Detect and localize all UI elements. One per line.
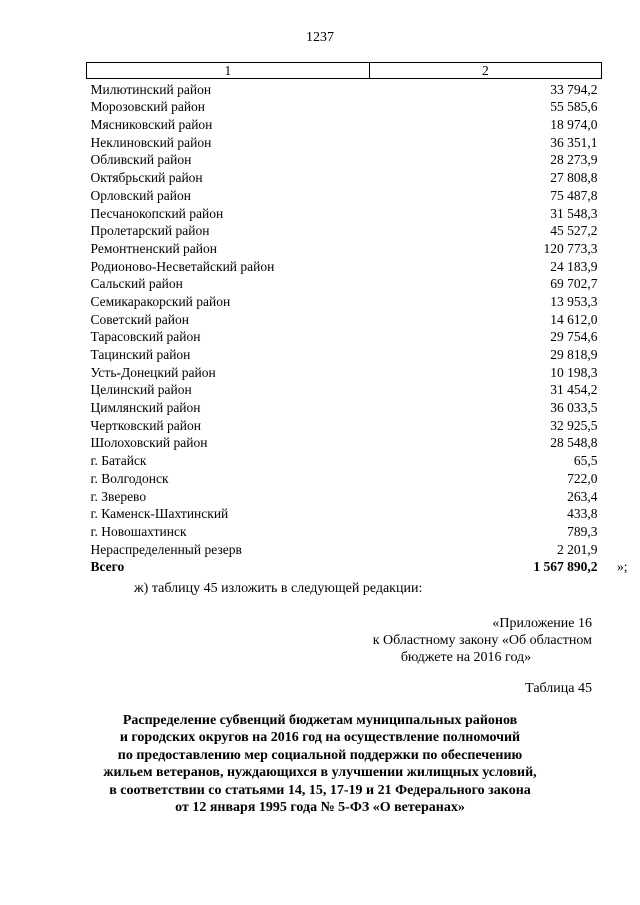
row-value: 2 201,9 (557, 541, 598, 557)
row-value: 24 183,9 (550, 258, 598, 274)
row-value: 36 033,5 (550, 400, 598, 416)
row-name: Пролетарский район (90, 223, 210, 239)
row-name: Обливский район (90, 152, 192, 168)
table-row (87, 468, 602, 486)
row-value: 28 548,8 (550, 435, 598, 451)
heading-line: и городских округов на 2016 год на осуществление полномочий (119, 730, 521, 746)
table-row (87, 256, 602, 274)
row-name: Тацинский район (90, 347, 191, 362)
row-value: 31 548,3 (550, 205, 598, 221)
table-row (87, 504, 602, 522)
row-value: 10 198,3 (550, 364, 598, 380)
row-name: Орловский район (90, 187, 191, 203)
page-number: 1237 (306, 30, 334, 45)
table-row (87, 221, 602, 239)
heading-line: в соответствии со статьями 14, 15, 17-19 и 21 Федерального закона (109, 782, 531, 798)
row-value: 13 953,3 (550, 293, 598, 309)
appendix-line-2: к Областному закону «Об областном (372, 633, 592, 648)
heading-line: от 12 января 1995 года № 5-ФЗ «О ветеранах» (175, 800, 465, 816)
total-value-cell (369, 557, 628, 575)
row-name: Чертковский район (90, 417, 201, 433)
table-label: Таблица 45 (525, 681, 592, 696)
table-row (87, 150, 602, 168)
row-name: Семикаракорский район (90, 293, 231, 309)
row-value: 45 527,2 (550, 223, 598, 239)
row-name: Шолоховский район (90, 435, 208, 451)
table-row (87, 433, 602, 451)
row-name: г. Каменск-Шахтинский (90, 506, 229, 522)
row-name: Целинский район (90, 382, 192, 398)
column-header-2: 2 (369, 63, 601, 79)
appendix-reference (330, 615, 592, 666)
row-name: Милютинский район (90, 81, 212, 97)
row-value: 32 925,5 (550, 417, 598, 433)
table-row (87, 327, 602, 345)
row-name: Нераспределенный резерв (90, 541, 242, 557)
row-name: Песчанокопский район (90, 205, 224, 221)
total-row (87, 557, 602, 575)
row-name: г. Зверево (90, 488, 147, 504)
table-row (87, 203, 602, 221)
table-header-row (87, 63, 602, 79)
row-value: 69 702,7 (550, 276, 598, 292)
heading-line: по предоставлению мер социальной поддержки по обеспечению (117, 747, 523, 763)
column-header-1: 1 (87, 63, 370, 79)
row-value: 65,5 (573, 453, 598, 469)
table-row (87, 238, 602, 256)
row-name: Тарасовский район (90, 329, 201, 345)
total-value: 1 567 890,2 (533, 559, 598, 575)
row-value: 14 612,0 (550, 311, 598, 327)
row-name: Мясниковский район (90, 117, 213, 133)
row-name: Сальский район (90, 276, 183, 292)
table-row (87, 114, 602, 132)
total-label: Всего (90, 559, 125, 575)
row-value: 29 754,6 (550, 329, 598, 345)
instruction-text: ж) таблицу 45 изложить в следующей редакции: (134, 581, 423, 596)
appendix-line-1: «Приложение 16 (492, 616, 592, 631)
table-row (87, 185, 602, 203)
table-row (87, 521, 602, 539)
row-value: 28 273,9 (550, 152, 598, 168)
row-value: 27 808,8 (550, 170, 598, 186)
row-value: 29 818,9 (550, 347, 598, 362)
table-row (87, 362, 602, 380)
table-row (87, 380, 602, 398)
table-row (87, 167, 602, 185)
row-name: Цимлянский район (90, 400, 201, 416)
table-heading (60, 712, 580, 816)
row-value: 263,4 (567, 488, 598, 504)
row-name: г. Батайск (90, 453, 147, 469)
row-name: г. Новошахтинск (90, 523, 187, 539)
row-name: Ремонтненский район (90, 240, 217, 256)
table-row (87, 486, 602, 504)
table-row (87, 291, 602, 309)
subsidy-table (86, 62, 628, 575)
row-name: г. Волгодонск (90, 470, 169, 486)
row-value: 55 585,6 (550, 99, 598, 115)
row-value: 75 487,8 (550, 187, 598, 203)
row-name: Неклиновский район (90, 134, 212, 150)
row-value: 36 351,1 (550, 134, 598, 150)
row-name: Октябрьский район (90, 170, 203, 186)
row-value: 789,3 (567, 523, 598, 539)
row-name: Усть-Донецкий район (90, 364, 216, 380)
table-row (87, 397, 602, 415)
table-row (87, 450, 602, 468)
row-name: Советский район (90, 311, 189, 327)
table-row (87, 79, 602, 97)
row-value: 33 794,2 (550, 81, 598, 97)
table-row (87, 415, 602, 433)
row-value: 120 773,3 (543, 240, 598, 256)
table-row (87, 97, 602, 115)
heading-line: Распределение субвенций бюджетам муниципальных районов (122, 713, 518, 728)
row-value: 18 974,0 (550, 117, 598, 133)
row-name: Родионово-Несветайский район (90, 258, 275, 274)
heading-line: жильем ветеранов, нуждающихся в улучшении жилищных условий, (103, 765, 537, 781)
table-row (87, 539, 602, 557)
table-row (87, 309, 602, 327)
table-row (87, 132, 602, 150)
appendix-line-3: бюджете на 2016 год» (400, 650, 532, 665)
table-row (87, 274, 602, 292)
closing-quote: »; (616, 559, 628, 575)
row-name: Морозовский район (90, 99, 206, 115)
row-value: 433,8 (567, 506, 598, 522)
table-body (87, 79, 628, 575)
row-value: 31 454,2 (550, 382, 598, 398)
row-value: 722,0 (567, 470, 598, 486)
table-row (87, 344, 602, 362)
